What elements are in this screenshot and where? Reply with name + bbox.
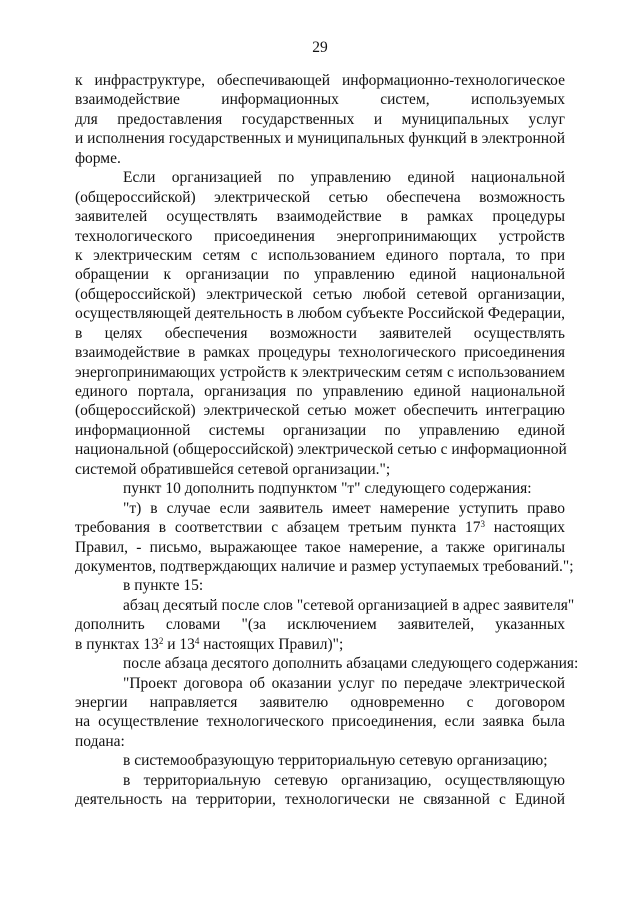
text-line [75,518,565,537]
text-line: в территориальную сетевую организацию, осуществляющую [123,771,565,789]
text-line: технологического присоединения энергопринимающих устройств [75,227,565,245]
text-line: (общероссийской) электрической сетью обеспечена возможность [75,188,565,206]
text-line [75,499,565,518]
text-fragment: настоящих [485,519,565,537]
text-line: (общероссийской) электрической сетью любой сетевой организации, [75,285,565,303]
text-line: в системообразующую территориальную сетевую организацию; [123,752,548,770]
text-line: обращении к организации по управлению единой национальной [75,266,565,284]
text-line: Правил, - письмо, выражающее такое намерение, а также оригиналы [75,538,565,556]
text-line: к инфраструктуре, обеспечивающей информационно-технологическое [75,72,565,89]
text-line: в пункте 15: [123,577,204,595]
text-line: "Проект договора об оказании услуг по передаче электрической [123,674,565,692]
text-line: деятельность на территории, технологически не связанной с Единой [75,791,565,809]
text-line: (общероссийской) электрической сетью может обеспечить интеграцию [75,402,565,420]
superscript: 4 [194,635,200,646]
text-line: на осуществление технологического присоединения, если заявка была [75,713,565,731]
text-line: взаимодействие в рамках процедуры технологического присоединения [75,344,565,362]
text-line: Если организацией по управлению единой национальной [123,169,565,187]
text-line: системой обратившейся сетевой организации."; [75,460,391,478]
text-line: энергии направляется заявителю одновременно с договором [75,694,565,711]
superscript: 2 [158,635,164,646]
text-line: национальной (общероссийской) электрической сетью с информационной [75,441,567,459]
superscript: 3 [480,519,486,530]
text-fragment: и 13 [163,635,195,653]
text-line: подана: [75,732,125,750]
text-fragment: в пунктах 13 [75,635,159,653]
text-line: единого портала, организация по управлению единой национальной [75,383,565,400]
text-line: и исполнения государственных и муниципальных функций в электронной [75,130,566,148]
text-line: пункт 10 дополнить подпунктом "т" следующего содержания: [123,480,532,498]
text-line: документов, подтверждающих наличие и размер уступаемых требований."; [75,557,574,575]
text-line: осуществляющей деятельность в любом субъекте Российской Федерации, [75,305,565,323]
text-line: энергопринимающих устройств к электрическим сетям с использованием [75,363,565,381]
text-fragment: настоящих Правил)"; [199,635,344,653]
text-line: заявителей осуществлять взаимодействие в рамках процедуры [75,208,565,226]
text-line: информационной системы организации по управлению единой [75,421,565,439]
text-fragment: требования в соответствии с абзацем третьим пункта 17 [75,519,481,537]
text-line: к электрическим сетям с использованием единого портала, то при [75,246,565,264]
text-line: абзац десятый после слов "сетевой организацией в адрес заявителя" [123,596,575,614]
text-line [75,635,565,654]
text-line: в целях обеспечения возможности заявителей осуществлять [75,324,565,342]
page-number: 29 [312,39,328,56]
text-line: взаимодействие информационных систем, используемых [75,91,565,109]
text-line: дополнить словами "(за исключением заявителей, указанных [75,616,565,634]
text-line: для предоставления государственных и муниципальных услуг [75,110,565,128]
text-line: после абзаца десятого дополнить абзацами следующего содержания: [123,655,579,673]
text-fragment: "т) в случае если заявитель имеет намерение уступить право [123,499,565,517]
text-line: форме. [75,149,121,167]
document-body [75,71,579,810]
